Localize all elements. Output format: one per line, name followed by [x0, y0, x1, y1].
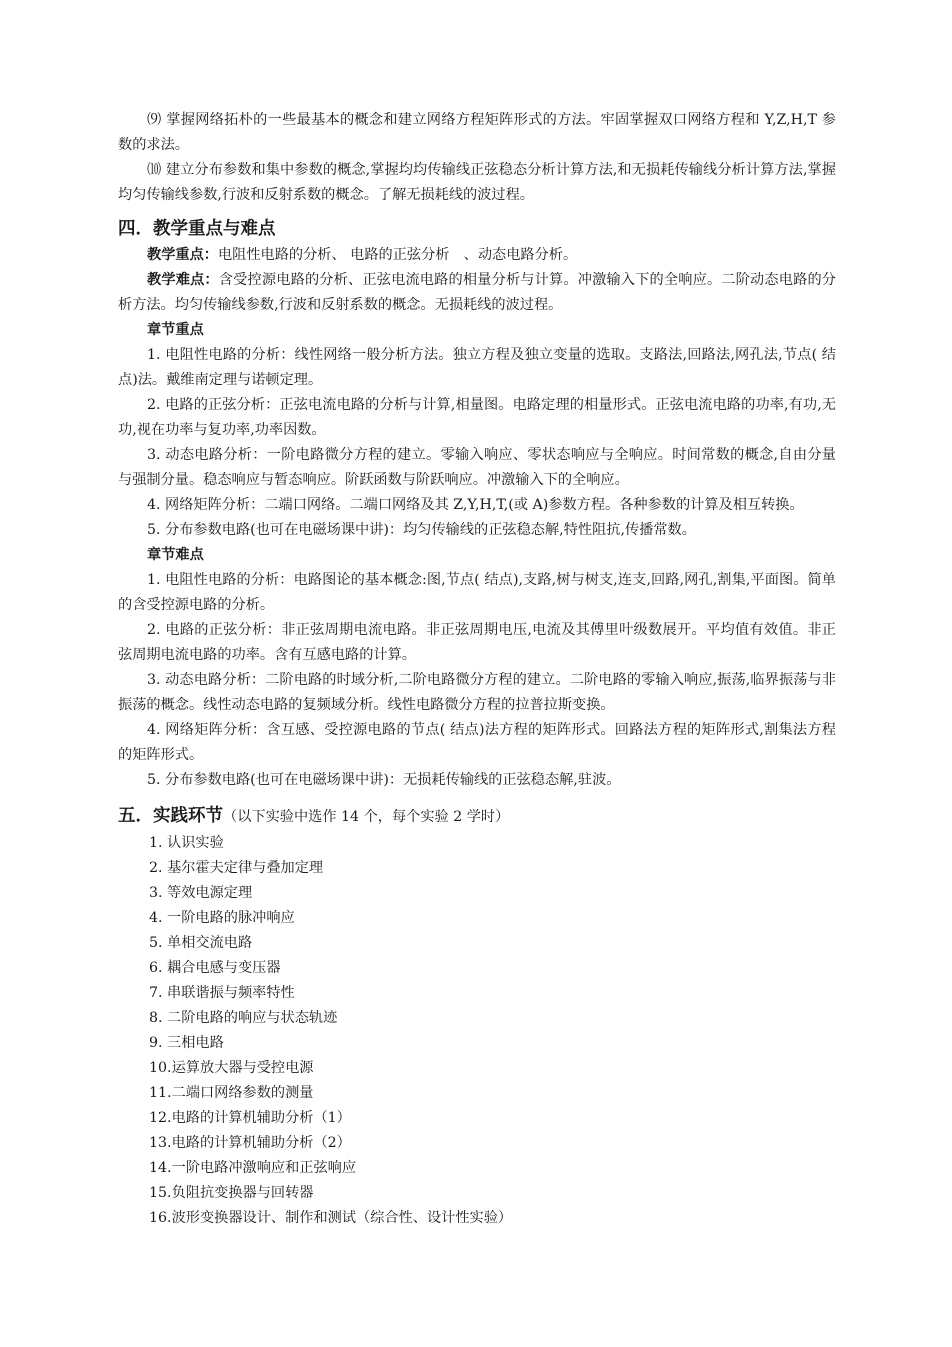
list-item: 4. 一阶电路的脉冲响应: [149, 910, 295, 926]
list-item: 6. 耦合电感与变压器: [149, 960, 281, 976]
objective-9: ⑼ 掌握网络拓朴的一些最基本的概念和建立网络方程矩阵形式的方法。牢固掌握双口网络方程和 Y,Z,H,T 参数的求法。: [118, 112, 836, 153]
teaching-key-points: [118, 243, 836, 268]
chapter-difficulty-item: 5. 分布参数电路(也可在电磁场课中讲)：无损耗传输线的正弦稳态解,驻波。: [147, 772, 621, 788]
document-page: [118, 108, 836, 1231]
chapter-key-title: 章节重点: [147, 322, 204, 338]
list-item: 10.运算放大器与受控电源: [149, 1060, 314, 1076]
chapter-difficulty-item: 2. 电路的正弦分析：非正弦周期电流电路。非正弦周期电压,电流及其傅里叶级数展开。平均值有效值。非正弦周期电流电路的功率。含有互感电路的计算。: [118, 622, 836, 663]
list-item: 5. 单相交流电路: [149, 935, 253, 951]
section-5-note: （以下实验中选作 14 个，每个实验 2 学时）: [223, 809, 510, 825]
experiment-list: [118, 831, 836, 1231]
teaching-difficulty-label: 教学难点：: [147, 272, 219, 288]
chapter-difficulty-title: 章节难点: [147, 547, 204, 563]
list-item: 13.电路的计算机辅助分析（2）: [149, 1135, 351, 1151]
section-5-heading: [118, 803, 836, 831]
chapter-key-item: 5. 分布参数电路(也可在电磁场课中讲)：均匀传输线的正弦稳态解,特性阻抗,传播常数。: [147, 522, 696, 538]
teaching-difficulty-text: 含受控源电路的分析、正弦电流电路的相量分析与计算。冲激输入下的全响应。二阶动态电路的分析方法。均匀传输线参数,行波和反射系数的概念。无损耗线的波过程。: [118, 272, 836, 313]
section-5-title: 五．实践环节: [118, 806, 223, 826]
chapter-difficulty-item: 4. 网络矩阵分析：含互感、受控源电路的节点( 结点)法方程的矩阵形式。回路法方程的矩阵形式,割集法方程的矩阵形式。: [118, 722, 836, 763]
list-item: 7. 串联谐振与频率特性: [149, 985, 295, 1001]
chapter-difficulty-item: 1. 电阻性电路的分析：电路图论的基本概念:图,节点( 结点),支路,树与树支,连支,回路,网孔,割集,平面图。简单的含受控源电路的分析。: [118, 572, 836, 613]
list-item: 1. 认识实验: [149, 835, 224, 851]
list-item: 14.一阶电路冲激响应和正弦响应: [149, 1160, 357, 1176]
chapter-key-item: 4. 网络矩阵分析：二端口网络。二端口网络及其 Z,Y,H,T,(或 A)参数方程。各种参数的计算及相互转换。: [147, 497, 804, 513]
chapter-key-item: 2. 电路的正弦分析：正弦电流电路的分析与计算,相量图。电路定理的相量形式。正弦电流电路的功率,有功,无功,视在功率与复功率,功率因数。: [118, 397, 836, 438]
list-item: 2. 基尔霍夫定律与叠加定理: [149, 860, 324, 876]
list-item: 3. 等效电源定理: [149, 885, 253, 901]
list-item: 16.波形变换器设计、制作和测试（综合性、设计性实验）: [149, 1210, 513, 1226]
chapter-difficulty-item: 3. 动态电路分析：二阶电路的时域分析,二阶电路微分方程的建立。二阶电路的零输入响应,振荡,临界振荡与非振荡的概念。线性动态电路的复频域分析。线性电路微分方程的拉普拉斯变换。: [118, 672, 836, 713]
list-item: 12.电路的计算机辅助分析（1）: [149, 1110, 351, 1126]
chapter-key-item: 1. 电阻性电路的分析：线性网络一般分析方法。独立方程及独立变量的选取。支路法,回路法,网孔法,节点( 结点)法。戴维南定理与诺顿定理。: [118, 347, 836, 388]
list-item: 9. 三相电路: [149, 1035, 224, 1051]
section-4-heading: 四．教学重点与难点: [118, 219, 276, 239]
objective-10: ⑽ 建立分布参数和集中参数的概念,掌握均均传输线正弦稳态分析计算方法,和无损耗传输线分析计算方法,掌握均匀传输线参数,行波和反射系数的概念。了解无损耗线的波过程。: [118, 162, 836, 203]
list-item: 11.二端口网络参数的测量: [149, 1085, 314, 1101]
list-item: 8. 二阶电路的响应与状态轨迹: [149, 1010, 338, 1026]
chapter-key-item: 3. 动态电路分析：一阶电路微分方程的建立。零输入响应、零状态响应与全响应。时间常数的概念,自由分量与强制分量。稳态响应与暂态响应。阶跃函数与阶跃响应。冲激输入下的全响应。: [118, 447, 836, 488]
teaching-difficulties: [118, 268, 836, 318]
list-item: 15.负阻抗变换器与回转器: [149, 1185, 314, 1201]
teaching-key-label: 教学重点：: [147, 247, 218, 263]
teaching-key-text: 电阻性电路的分析、 电路的正弦分析 、动态电路分析。: [217, 247, 578, 263]
